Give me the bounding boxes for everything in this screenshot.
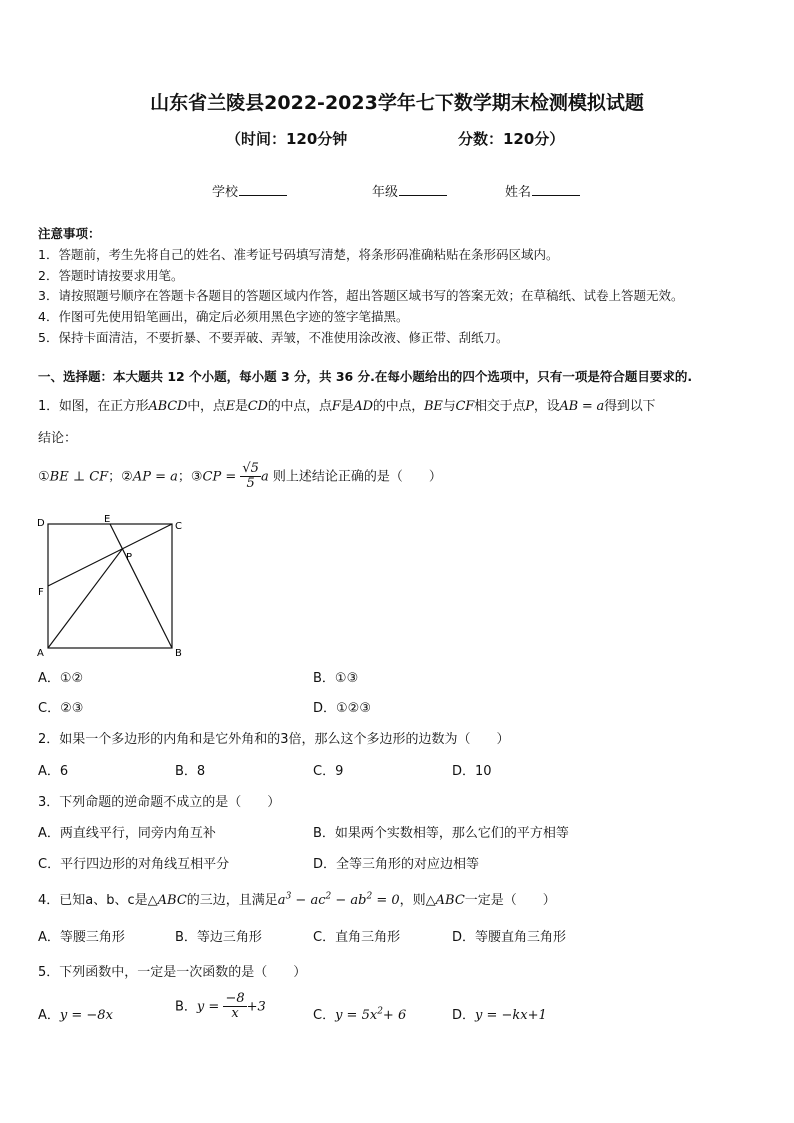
exam-score: 分数：120分） — [458, 130, 565, 148]
q1-text-line2: 结论： — [38, 431, 78, 446]
q1-conclusions: ①BE ⊥ CF；②AP = a；③CP = $\frac{√5}{5}$ a 则上述结论正确的是（ ） — [38, 461, 442, 492]
q2-option-d[interactable]: D．10 — [452, 764, 492, 779]
label-b: B — [175, 648, 182, 659]
name-field[interactable] — [505, 181, 580, 200]
notice-heading: 注意事项： — [38, 226, 101, 241]
grade-blank[interactable] — [399, 183, 447, 196]
label-e: E — [104, 514, 111, 525]
q4-option-a[interactable]: A．等腰三角形 — [38, 930, 125, 945]
square-figure — [34, 512, 194, 660]
section-heading: 一、选择题：本大题共 12 个小题，每小题 3 分，共 36 分.在每小题给出的四个选项中，只有一项是符合题目要求的. — [38, 369, 693, 384]
q5-text: 5．下列函数中，一定是一次函数的是（ ） — [38, 965, 307, 980]
notice-item-2: 2．答题时请按要求用笔。 — [38, 268, 184, 283]
school-label: 学校 — [212, 185, 239, 200]
q1-option-c[interactable]: C．②③ — [38, 701, 84, 716]
q2-option-b[interactable]: B．8 — [175, 764, 206, 779]
notice-item-1: 1．答题前，考生先将自己的姓名、准考证号码填写清楚，将条形码准确粘贴在条形码区域内。 — [38, 247, 559, 262]
q5-option-c[interactable]: C．$y = 5x^2+ 6$ — [313, 1006, 407, 1023]
segment-cf — [48, 524, 172, 586]
segment-ap — [48, 549, 122, 648]
label-a: A — [37, 648, 44, 659]
q2-text: 2．如果一个多边形的内角和是它外角和的3倍，那么这个多边形的边数为（ ） — [38, 732, 510, 747]
q3-option-c[interactable]: C．平行四边形的对角线互相平分 — [38, 857, 230, 872]
name-blank[interactable] — [532, 183, 580, 196]
label-f: F — [38, 587, 44, 598]
grade-label: 年级 — [372, 185, 399, 200]
q3-option-d[interactable]: D．全等三角形的对应边相等 — [313, 857, 480, 872]
q4-text: 4．已知a、b、c是△ABC的三边，且满足$a^3 - ac^2 - ab^2 = 0$，则△ABC一定是（ ） — [38, 891, 556, 908]
label-d: D — [37, 518, 45, 529]
notice-item-3: 3．请按照题号顺序在答题卡各题目的答题区域内作答，超出答题区域书写的答案无效；在草稿纸、试卷上答题无效。 — [38, 288, 684, 303]
grade-field[interactable] — [372, 181, 447, 200]
q3-option-b[interactable]: B．如果两个实数相等，那么它们的平方相等 — [313, 826, 569, 841]
q2-option-a[interactable]: A．6 — [38, 764, 69, 779]
school-blank[interactable] — [239, 183, 287, 196]
fraction-sqrt5-over-5: $\frac{√5}{5}$ — [242, 461, 259, 492]
exam-time: （时间：120分钟 — [226, 130, 348, 148]
fraction-minus8-over-x: $\frac{-8}{x}$ — [225, 991, 245, 1022]
square-abcd — [48, 524, 172, 648]
page-title: 山东省兰陵县2022-2023学年七下数学期末检测模拟试题 — [150, 92, 644, 114]
q4-option-b[interactable]: B．等边三角形 — [175, 930, 262, 945]
q1-text-line1: 1．如图，在正方形ABCD中，点E是CD的中点，点F是AD的中点，BE与CF相交于点P，设AB = a得到以下 — [38, 399, 656, 414]
q5-option-b[interactable]: B．y = $\frac{-8}{x}$ +3 — [175, 991, 266, 1022]
label-c: C — [175, 521, 182, 532]
q1-option-d[interactable]: D．①②③ — [313, 701, 371, 716]
q4-equation: $a^3 - ac^2 - ab^2 = 0$ — [277, 891, 400, 908]
q4-option-c[interactable]: C．直角三角形 — [313, 930, 401, 945]
notice-item-4: 4．作图可先使用铅笔画出，确定后必须用黑色字迹的签字笔描黑。 — [38, 309, 409, 324]
q5-option-d[interactable]: D．y = −kx+1 — [452, 1008, 547, 1023]
q4-option-d[interactable]: D．等腰直角三角形 — [452, 930, 567, 945]
q1-option-a[interactable]: A．①② — [38, 671, 84, 686]
segment-be — [110, 524, 172, 648]
q3-option-a[interactable]: A．两直线平行，同旁内角互补 — [38, 826, 216, 841]
q3-text: 3．下列命题的逆命题不成立的是（ ） — [38, 795, 281, 810]
label-p: P — [126, 552, 133, 563]
name-label: 姓名 — [505, 185, 532, 200]
q5-option-a[interactable]: A．y = −8x — [38, 1008, 113, 1023]
school-field[interactable] — [212, 181, 287, 200]
q1-option-b[interactable]: B．①③ — [313, 671, 359, 686]
notice-item-5: 5．保持卡面清洁，不要折暴、不要弄破、弄皱，不准使用涂改液、修正带、刮纸刀。 — [38, 330, 509, 345]
q2-option-c[interactable]: C．9 — [313, 764, 344, 779]
